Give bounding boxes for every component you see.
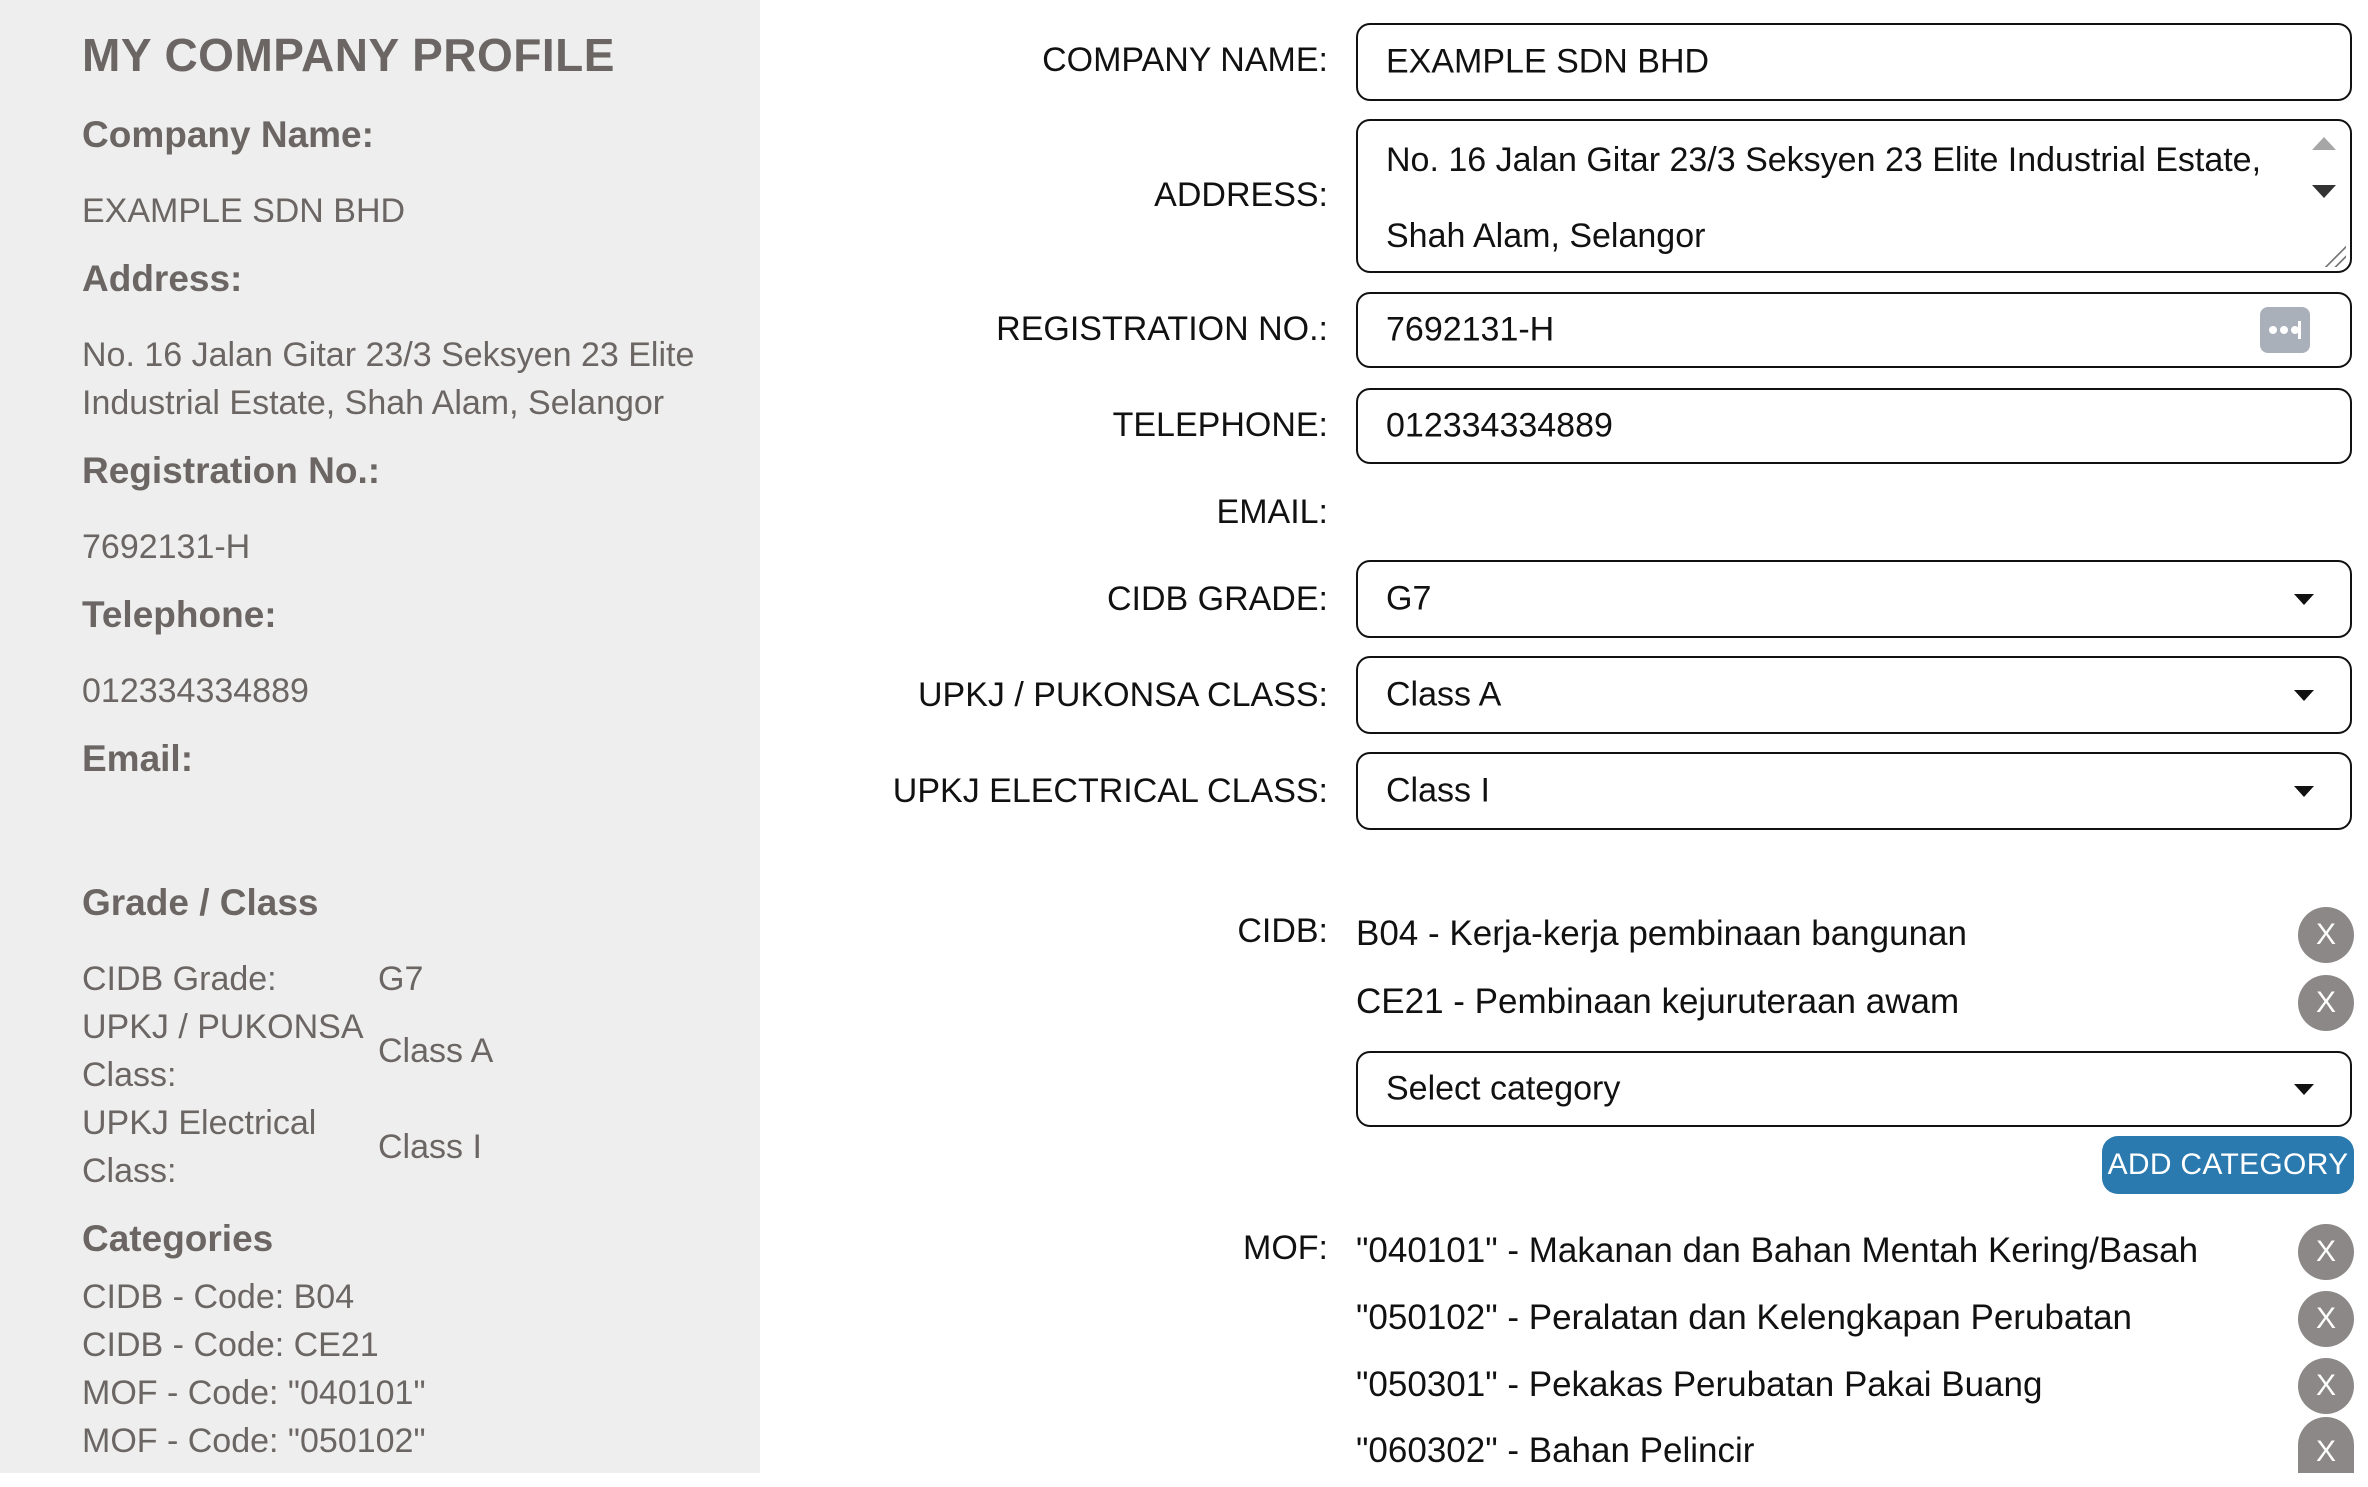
remove-cidb-category-button[interactable]: X [2298, 975, 2354, 1031]
address-line2: Shah Alam, Selangor [1386, 217, 1706, 255]
grade-label-electrical-line2: Class: [82, 1152, 177, 1190]
profile-registration: 7692131-H [82, 528, 251, 566]
profile-telephone-label: Telephone: [82, 594, 277, 635]
company-name-input[interactable] [1356, 23, 2352, 101]
categories-heading: Categories [82, 1218, 274, 1259]
grade-label-cidb: CIDB Grade: [82, 960, 277, 998]
address-textarea[interactable] [1356, 119, 2352, 273]
grade-value-cidb: G7 [378, 960, 424, 998]
grade-class-heading: Grade / Class [82, 882, 319, 923]
upkj-electrical-select[interactable] [1356, 752, 2352, 830]
registration-value: 7692131-H [1386, 310, 1555, 349]
add-category-button[interactable]: ADD CATEGORY [2102, 1136, 2354, 1194]
profile-email-label: Email: [82, 738, 194, 779]
select-category-value: Select category [1386, 1069, 1621, 1108]
cidb-grade-select[interactable] [1356, 560, 2352, 638]
profile-company-name-label: Company Name: [82, 114, 374, 155]
mof-category-item: "050301" - Pekakas Perubatan Pakai Buang [1356, 1365, 2043, 1404]
registration-label: REGISTRATION NO.: [996, 310, 1328, 348]
email-label: EMAIL: [1216, 493, 1328, 531]
resize-handle-icon[interactable] [2322, 243, 2346, 267]
profile-company-name: EXAMPLE SDN BHD [82, 192, 406, 230]
cidb-grade-value: G7 [1386, 579, 1432, 618]
chevron-down-icon [2294, 786, 2314, 797]
mof-category-item: "050102" - Peralatan dan Kelengkapan Perubatan [1356, 1298, 2132, 1337]
remove-mof-category-button[interactable]: X [2298, 1417, 2354, 1473]
profile-category-item: MOF - Code: "040101" [82, 1374, 426, 1412]
upkj-class-value: Class A [1386, 675, 1502, 714]
telephone-value: 012334334889 [1386, 406, 1613, 445]
cidb-grade-label: CIDB GRADE: [1106, 580, 1328, 618]
profile-category-item: CIDB - Code: CE21 [82, 1326, 379, 1364]
grade-label-upkj-line1: UPKJ / PUKONSA [82, 1008, 364, 1046]
profile-telephone: 012334334889 [82, 672, 309, 710]
mof-category-item: "040101" - Makanan dan Bahan Mentah Kering/Basah [1356, 1231, 2199, 1270]
upkj-electrical-value: Class I [1386, 771, 1490, 810]
company-profile-panel [0, 0, 760, 1473]
scroll-down-arrow-icon[interactable] [2312, 185, 2336, 198]
address-line1: No. 16 Jalan Gitar 23/3 Seksyen 23 Elite Industrial Estate, [1386, 141, 2262, 179]
chevron-down-icon [2294, 690, 2314, 701]
profile-address-label: Address: [82, 258, 243, 299]
profile-category-item: MOF - Code: "050102" [82, 1422, 426, 1460]
remove-mof-category-button[interactable]: X [2298, 1291, 2354, 1347]
remove-mof-category-button[interactable]: X [2298, 1224, 2354, 1280]
telephone-input[interactable] [1356, 388, 2352, 464]
address-label: ADDRESS: [1154, 176, 1328, 214]
mof-category-item: "060302" - Bahan Pelincir [1356, 1431, 1755, 1470]
upkj-class-select[interactable] [1356, 656, 2352, 734]
registration-input[interactable] [1356, 292, 2352, 368]
select-category-dropdown[interactable] [1356, 1051, 2352, 1127]
profile-title: MY COMPANY PROFILE [82, 29, 615, 81]
mof-label: MOF: [1243, 1229, 1328, 1267]
profile-category-item: CIDB - Code: B04 [82, 1278, 355, 1316]
grade-label-upkj-line2: Class: [82, 1056, 177, 1094]
profile-address-line2: Industrial Estate, Shah Alam, Selangor [82, 384, 665, 422]
profile-address-line1: No. 16 Jalan Gitar 23/3 Seksyen 23 Elite [82, 336, 695, 374]
company-name-label: COMPANY NAME: [1042, 41, 1328, 79]
cidb-label: CIDB: [1237, 912, 1328, 950]
remove-mof-category-button[interactable]: X [2298, 1358, 2354, 1414]
chevron-down-icon [2294, 594, 2314, 605]
grade-value-upkj: Class A [378, 1032, 494, 1070]
telephone-label: TELEPHONE: [1112, 406, 1328, 444]
remove-cidb-category-button[interactable]: X [2298, 907, 2354, 963]
upkj-class-label: UPKJ / PUKONSA CLASS: [917, 676, 1328, 714]
upkj-electrical-label: UPKJ ELECTRICAL CLASS: [892, 772, 1328, 810]
profile-registration-label: Registration No.: [82, 450, 381, 491]
scroll-up-arrow-icon[interactable] [2312, 137, 2336, 150]
cidb-category-item: CE21 - Pembinaan kejuruteraan awam [1356, 982, 1960, 1021]
cidb-category-item: B04 - Kerja-kerja pembinaan bangunan [1356, 914, 1967, 953]
grade-label-electrical-line1: UPKJ Electrical [82, 1104, 317, 1142]
company-name-value: EXAMPLE SDN BHD [1386, 42, 1710, 81]
grade-value-electrical: Class I [378, 1128, 482, 1166]
password-manager-icon[interactable] [2260, 307, 2310, 353]
chevron-down-icon [2294, 1084, 2314, 1095]
